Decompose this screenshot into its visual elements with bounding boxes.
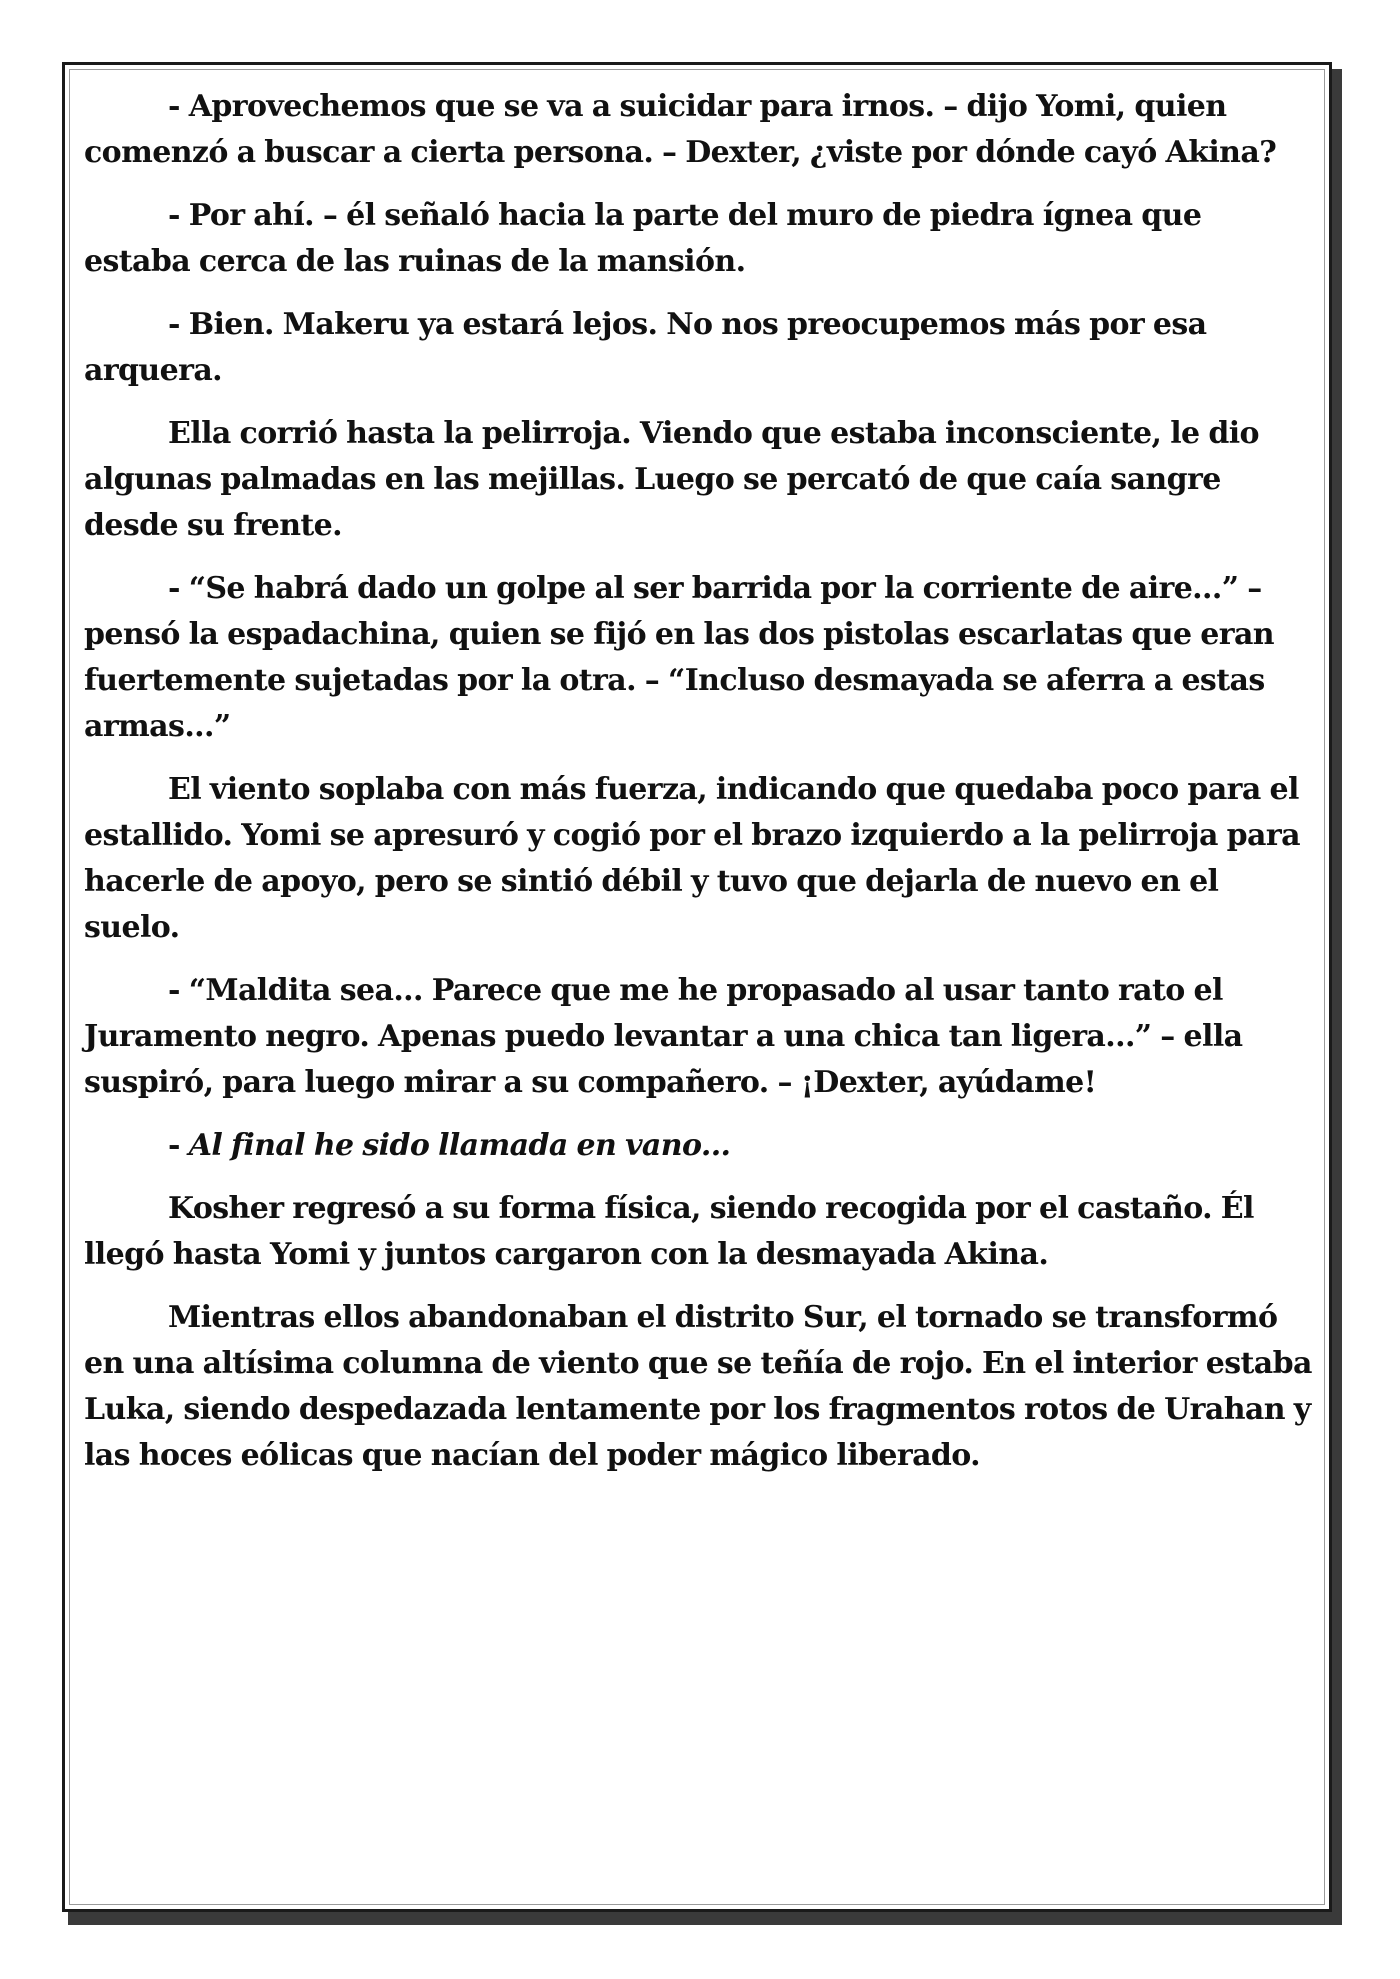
page-body [84, 84, 1316, 1496]
paragraph-6: El viento soplaba con más fuerza, indicando que quedaba poco para el estallido. Yomi se apresuró y cogió por el brazo izquierdo a la pelirroja para hacerle de apoyo, pero se sintió débil y tuvo que dejarla de nuevo en el suelo. [84, 772, 1300, 945]
paragraph-10: Mientras ellos abandonaban el distrito Sur, el tornado se transformó en una altísima columna de viento que se teñía de rojo. En el interior estaba Luka, siendo despedazada lentamente por los fragmentos rotos de Urahan y las hoces eólicas que nacían del poder mágico liberado. [84, 1300, 1312, 1473]
paragraph-8-italic-line [84, 1123, 1316, 1169]
paragraph-2: - Por ahí. – él señaló hacia la parte del muro de piedra ígnea que estaba cerca de las ruinas de la mansión. [84, 198, 1202, 279]
paragraph-7: - “Maldita sea... Parece que me he propasado al usar tanto rato el Juramento negro. Apenas puedo levantar a una chica tan ligera...” – ella suspiró, para luego mirar a su compañero. – ¡Dexter, ayúdame! [84, 973, 1243, 1100]
paragraph-3: - Bien. Makeru ya estará lejos. No nos preocupemos más por esa arquera. [84, 307, 1207, 388]
paragraph-1: - Aprovechemos que se va a suicidar para irnos. – dijo Yomi, quien comenzó a buscar a cierta persona. – Dexter, ¿viste por dónde cayó Akina? [84, 89, 1277, 170]
italic-line-text: Al final he sido llamada en vano... [188, 1128, 731, 1163]
paragraph-5: - “Se habrá dado un golpe al ser barrida por la corriente de aire...” – pensó la espadachina, quien se fijó en las dos pistolas escarlatas que eran fuertemente sujetadas por la otra. – “Incluso desmayada se aferra a estas armas...” [84, 571, 1275, 744]
italic-line-dash: - [168, 1128, 189, 1163]
paragraph-4: Ella corrió hasta la pelirroja. Viendo que estaba inconsciente, le dio algunas palmadas en las mejillas. Luego se percató de que caía sangre desde su frente. [84, 416, 1259, 543]
paragraph-9: Kosher regresó a su forma física, siendo recogida por el castaño. Él llegó hasta Yomi y juntos cargaron con la desmayada Akina. [84, 1191, 1254, 1272]
